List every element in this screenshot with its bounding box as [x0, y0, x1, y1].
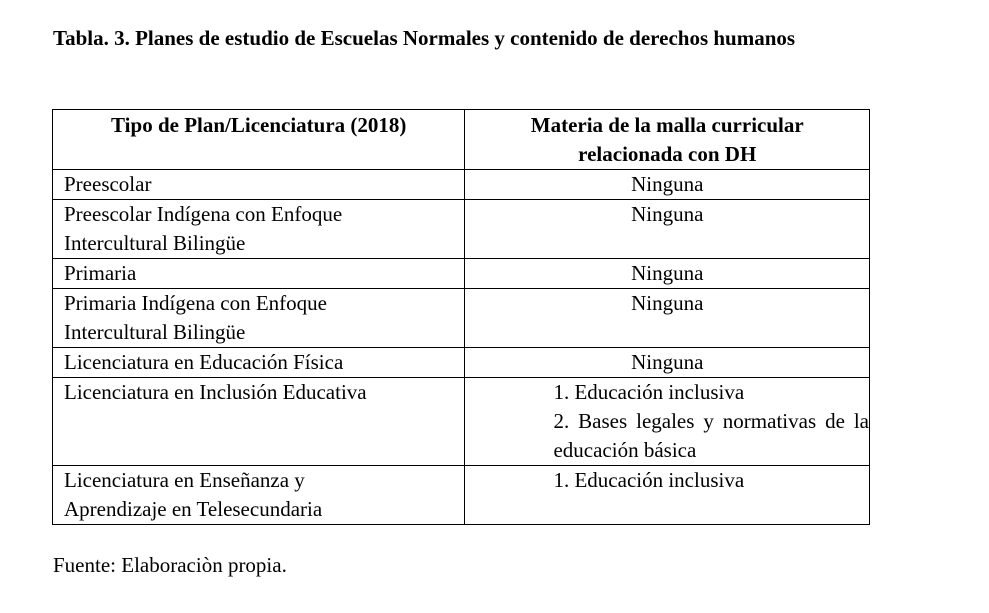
plan-cell — [53, 466, 465, 525]
plan-name: Preescolar Indígena con Enfoque — [64, 202, 343, 226]
table-row — [53, 170, 870, 200]
plan-name: Primaria Indígena con Enfoque — [64, 291, 327, 315]
subject-item: 1. Educación inclusiva — [553, 468, 745, 492]
subject-cell — [465, 378, 870, 466]
subject-cell — [465, 466, 870, 525]
plan-name: Primaria — [64, 261, 137, 285]
plan-name-continued: Intercultural Bilingüe — [64, 320, 246, 344]
plan-cell — [53, 348, 465, 378]
subject-item: Ninguna — [631, 261, 704, 285]
subject-item: Ninguna — [631, 202, 704, 226]
subject-cell — [465, 170, 870, 200]
table-row — [53, 259, 870, 289]
subject-item: 2. Bases legales y normativas de la educación básica — [553, 409, 869, 462]
plan-cell — [53, 289, 465, 348]
plan-name-continued: Aprendizaje en Telesecundaria — [64, 497, 323, 521]
table-row — [53, 200, 870, 259]
plan-name-continued: Intercultural Bilingüe — [64, 231, 246, 255]
plan-name: Licenciatura en Enseñanza y — [64, 468, 305, 492]
table-header-row — [53, 110, 870, 170]
header-plan-type: Tipo de Plan/Licenciatura (2018) — [53, 110, 465, 170]
plan-name: Licenciatura en Inclusión Educativa — [64, 380, 367, 404]
table-row — [53, 289, 870, 348]
subject-cell — [465, 348, 870, 378]
subject-cell — [465, 200, 870, 259]
plan-cell — [53, 200, 465, 259]
subject-item: Ninguna — [631, 350, 704, 374]
table-title: Tabla. 3. Planes de estudio de Escuelas Normales y contenido de derechos humanos — [53, 26, 796, 50]
table-row — [53, 378, 870, 466]
curriculum-table — [52, 109, 870, 525]
plan-name: Preescolar — [64, 172, 152, 196]
header-subject-line1: Materia de la malla curricular — [530, 113, 804, 137]
subject-item: Ninguna — [631, 291, 704, 315]
plan-cell — [53, 170, 465, 200]
header-subject — [465, 110, 870, 170]
header-subject-line2: relacionada con DH — [578, 142, 757, 166]
table-row — [53, 466, 870, 525]
plan-cell — [53, 378, 465, 466]
source-note: Fuente: Elaboraciòn propia. — [53, 553, 287, 577]
subject-cell — [465, 259, 870, 289]
subject-cell — [465, 289, 870, 348]
subject-item: Ninguna — [631, 172, 704, 196]
subject-item: 1. Educación inclusiva — [553, 380, 745, 404]
plan-name: Licenciatura en Educación Física — [64, 350, 344, 374]
plan-cell — [53, 259, 465, 289]
table-row — [53, 348, 870, 378]
